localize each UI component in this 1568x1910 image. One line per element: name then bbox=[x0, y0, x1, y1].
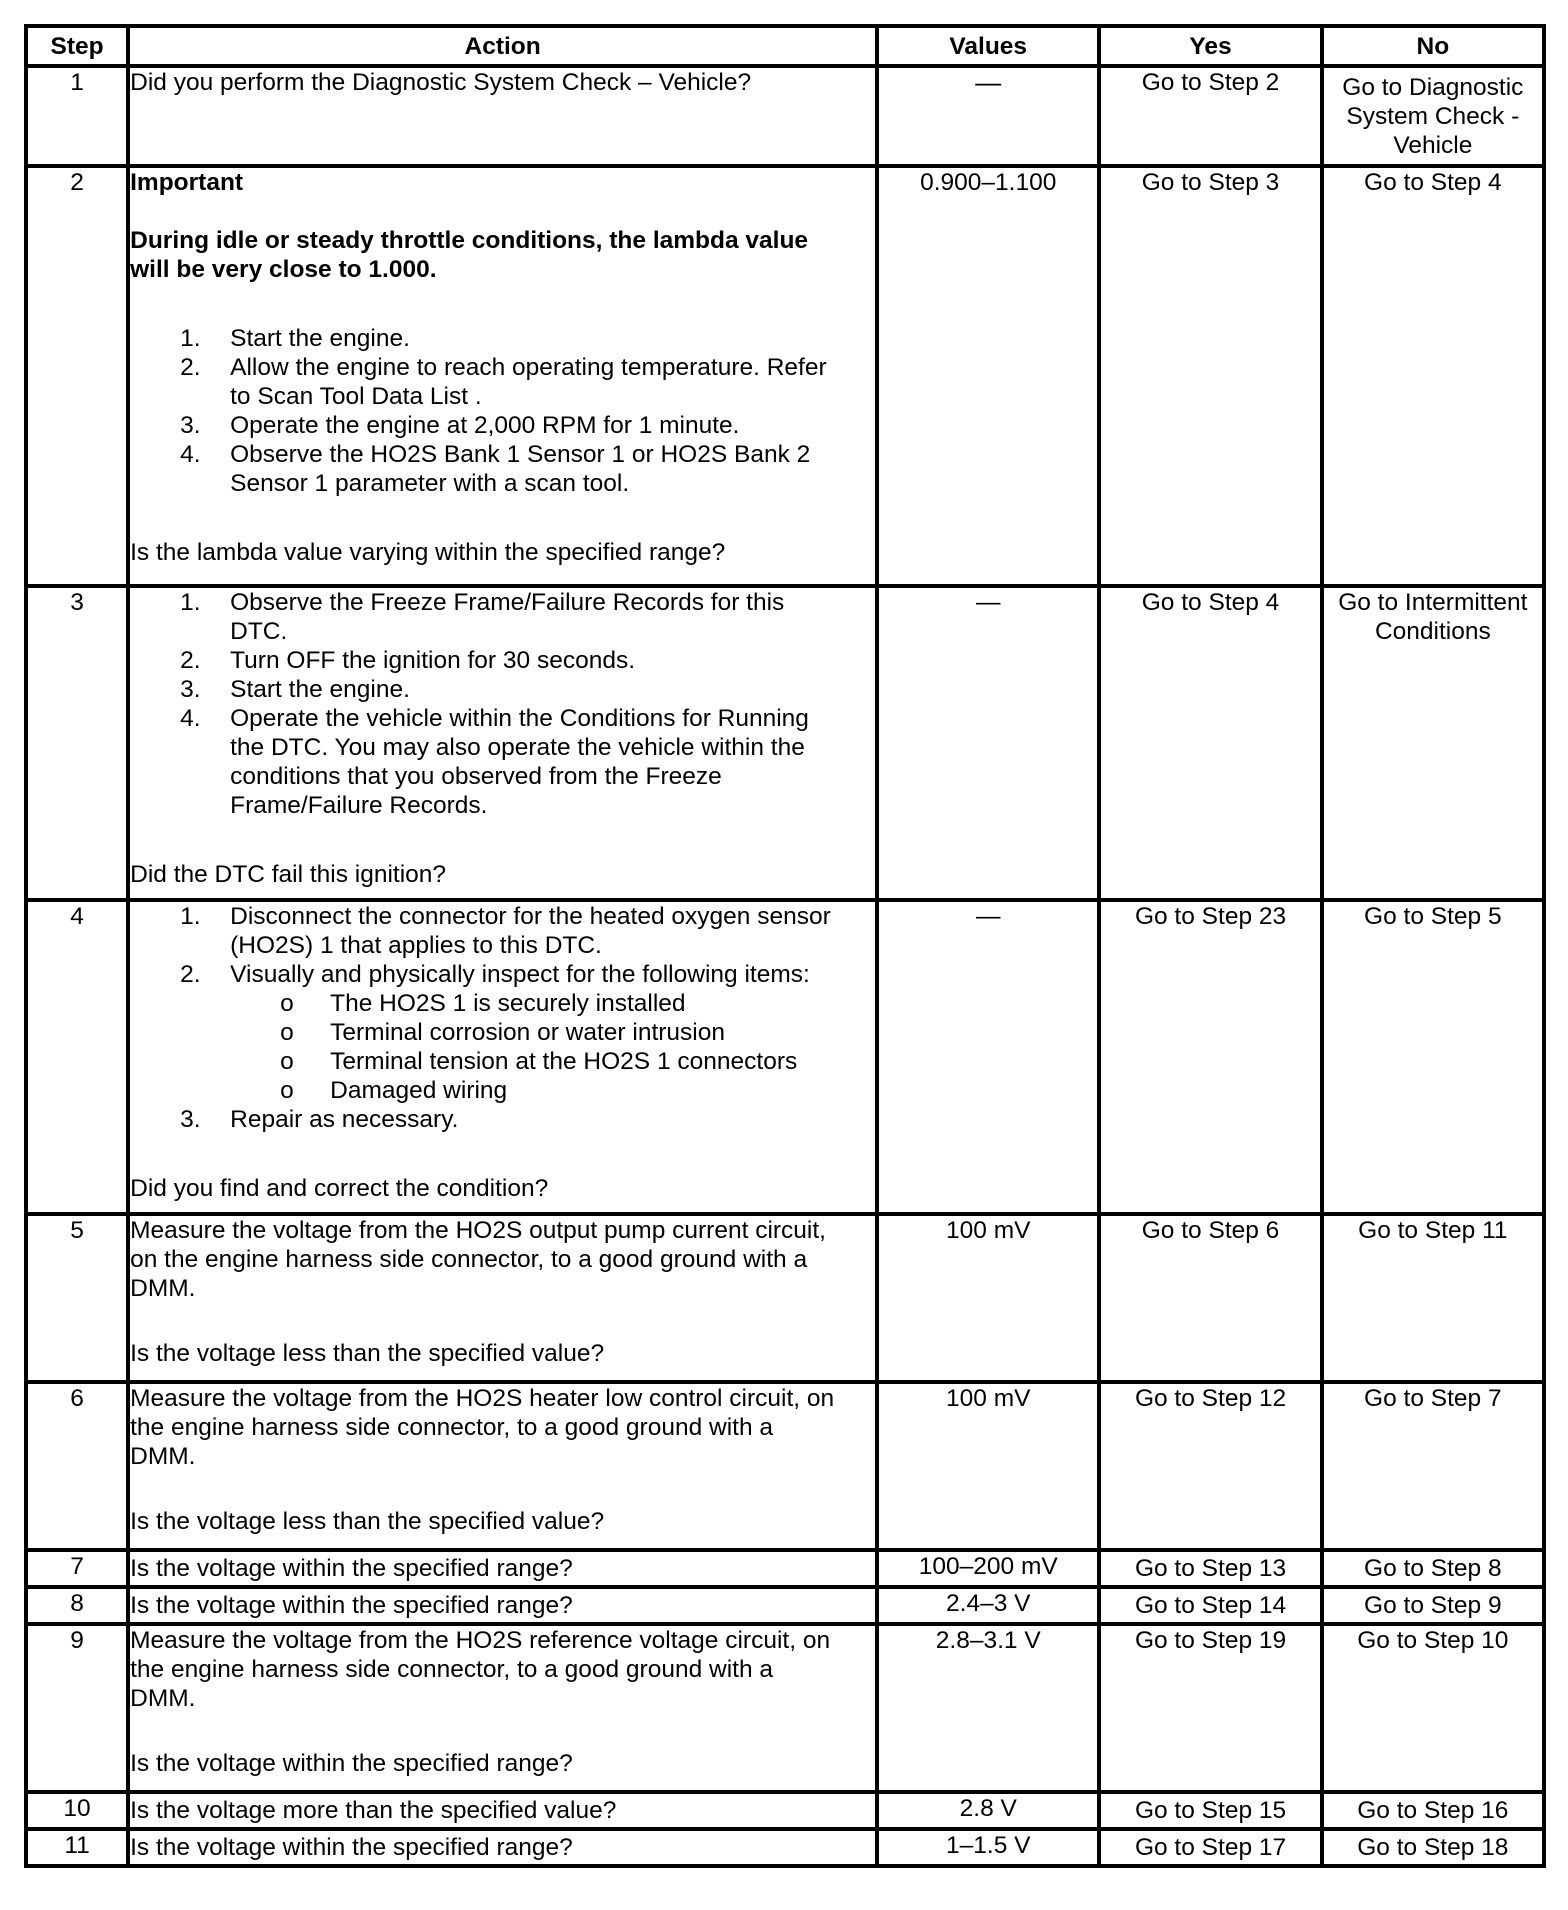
no-cell: Go to Step 16 bbox=[1322, 1792, 1544, 1829]
action-text: DMM. bbox=[130, 1685, 196, 1712]
list-item: 3. Repair as necessary. bbox=[180, 1106, 459, 1133]
no-cell: Go to Step 4 bbox=[1322, 166, 1544, 586]
no-cell bbox=[1322, 586, 1544, 900]
table-row bbox=[26, 66, 1544, 166]
list-item: 2. Turn OFF the ignition for 30 seconds. bbox=[180, 647, 636, 674]
yes-cell: Go to Step 4 bbox=[1099, 586, 1321, 900]
values-cell bbox=[877, 586, 1099, 900]
action-question: Did you perform the Diagnostic System Check – Vehicle? bbox=[130, 69, 752, 96]
table-row bbox=[26, 1829, 1544, 1866]
values-cell bbox=[877, 1792, 1099, 1829]
value-text: 2.8–3.1 V bbox=[935, 1627, 1041, 1654]
yes-cell: Go to Step 23 bbox=[1099, 900, 1321, 1214]
list-item: o Terminal corrosion or water intrusion bbox=[280, 1019, 725, 1046]
step-number: 5 bbox=[26, 1214, 128, 1382]
values-cell bbox=[877, 1382, 1099, 1550]
step-number: 9 bbox=[26, 1624, 128, 1792]
yes-cell: Go to Step 17 bbox=[1099, 1829, 1321, 1866]
header-yes: Yes bbox=[1099, 26, 1321, 66]
value-text: 100–200 mV bbox=[918, 1553, 1058, 1580]
value-text: 2.8 V bbox=[959, 1795, 1017, 1822]
no-cell: Go to Step 11 bbox=[1322, 1214, 1544, 1382]
action-cell bbox=[128, 586, 877, 900]
list-item: 3. Operate the engine at 2,000 RPM for 1 minute. bbox=[180, 412, 740, 439]
list-item: 4. Operate the vehicle within the Conditions for Running the DTC. You may also operate the vehicle within the conditions that you observed from the Freeze Frame/Failure Records. bbox=[180, 705, 809, 819]
step-number: 4 bbox=[26, 900, 128, 1214]
header-action: Action bbox=[128, 26, 877, 66]
no-cell: Go to Step 7 bbox=[1322, 1382, 1544, 1550]
action-text: on the engine harness side connector, to a good ground with a bbox=[130, 1246, 808, 1273]
action-question: Is the voltage within the specified range? bbox=[128, 1829, 877, 1866]
yes-cell: Go to Step 14 bbox=[1099, 1587, 1321, 1624]
no-line: Conditions bbox=[1374, 618, 1491, 645]
value-text: 100 mV bbox=[946, 1217, 1031, 1244]
yes-cell: Go to Step 15 bbox=[1099, 1792, 1321, 1829]
action-text: Measure the voltage from the HO2S reference voltage circuit, on bbox=[130, 1627, 831, 1654]
table-row bbox=[26, 1382, 1544, 1550]
diagnostic-table bbox=[24, 24, 1546, 1868]
step-number: 1 bbox=[26, 66, 128, 166]
table-row bbox=[26, 1624, 1544, 1792]
no-cell: Go to Step 18 bbox=[1322, 1829, 1544, 1866]
value-text: 1–1.5 V bbox=[946, 1832, 1031, 1859]
yes-cell: Go to Step 6 bbox=[1099, 1214, 1321, 1382]
values-cell bbox=[877, 1550, 1099, 1587]
value-text: 2.4–3 V bbox=[946, 1590, 1031, 1617]
no-cell: Go to Step 8 bbox=[1322, 1550, 1544, 1587]
header-step: Step bbox=[26, 26, 128, 66]
important-text: During idle or steady throttle conditions, the lambda value bbox=[130, 227, 809, 254]
list-item: 3. Start the engine. bbox=[180, 676, 410, 703]
table-row bbox=[26, 1792, 1544, 1829]
action-question: Is the voltage within the specified range? bbox=[128, 1550, 877, 1587]
action-question: Is the voltage more than the specified value? bbox=[128, 1792, 877, 1829]
yes-cell: Go to Step 12 bbox=[1099, 1382, 1321, 1550]
values-cell bbox=[877, 66, 1099, 166]
step-number: 7 bbox=[26, 1550, 128, 1587]
value-text: — bbox=[976, 903, 1001, 930]
action-question: Is the voltage within the specified range? bbox=[130, 1750, 573, 1777]
values-cell bbox=[877, 900, 1099, 1214]
no-line: System Check - bbox=[1346, 102, 1520, 130]
table-row bbox=[26, 166, 1544, 586]
value-text: 100 mV bbox=[946, 1385, 1031, 1412]
no-cell: Go to Step 9 bbox=[1322, 1587, 1544, 1624]
yes-cell: Go to Step 2 bbox=[1099, 66, 1321, 166]
table-row bbox=[26, 900, 1544, 1214]
table-row bbox=[26, 586, 1544, 900]
value-text: — bbox=[976, 589, 1001, 616]
diagnostic-table-container bbox=[24, 24, 1546, 1868]
step-number: 10 bbox=[26, 1792, 128, 1829]
no-cell bbox=[1322, 66, 1544, 166]
action-text: DMM. bbox=[130, 1443, 196, 1470]
action-text: Measure the voltage from the HO2S output pump current circuit, bbox=[130, 1217, 826, 1244]
header-no: No bbox=[1322, 26, 1544, 66]
values-cell bbox=[877, 1829, 1099, 1866]
values-cell bbox=[877, 1624, 1099, 1792]
list-item: o The HO2S 1 is securely installed bbox=[280, 990, 686, 1017]
action-text: the engine harness side connector, to a good ground with a bbox=[130, 1414, 774, 1441]
yes-cell: Go to Step 13 bbox=[1099, 1550, 1321, 1587]
procedure-list bbox=[130, 588, 875, 820]
action-cell bbox=[128, 66, 877, 166]
no-cell: Go to Step 5 bbox=[1322, 900, 1544, 1214]
table-row bbox=[26, 1550, 1544, 1587]
action-text: the engine harness side connector, to a good ground with a bbox=[130, 1656, 774, 1683]
important-text: will be very close to 1.000. bbox=[130, 256, 437, 283]
list-item: o Damaged wiring bbox=[280, 1077, 508, 1104]
step-number: 11 bbox=[26, 1829, 128, 1866]
values-cell bbox=[877, 1214, 1099, 1382]
important-label: Important bbox=[130, 169, 244, 196]
action-cell bbox=[128, 1624, 877, 1792]
table-row bbox=[26, 1214, 1544, 1382]
step-number: 2 bbox=[26, 166, 128, 586]
list-item: 1. Observe the Freeze Frame/Failure Records for this DTC. bbox=[180, 589, 785, 645]
no-line: Vehicle bbox=[1393, 131, 1473, 159]
action-cell bbox=[128, 166, 877, 586]
values-cell bbox=[877, 166, 1099, 586]
value-text: — bbox=[975, 67, 1002, 97]
step-number: 3 bbox=[26, 586, 128, 900]
action-question: Did you find and correct the condition? bbox=[130, 1175, 549, 1202]
step-number: 8 bbox=[26, 1587, 128, 1624]
yes-cell: Go to Step 3 bbox=[1099, 166, 1321, 586]
inspection-list bbox=[230, 989, 875, 1105]
list-item: 1. Disconnect the connector for the heated oxygen sensor (HO2S) 1 that applies to this DTC. bbox=[180, 903, 831, 959]
no-line: Go to Intermittent bbox=[1338, 589, 1528, 616]
action-question: Is the voltage less than the specified value? bbox=[130, 1340, 605, 1367]
list-item: 2. Visually and physically inspect for the following items: o The HO2S 1 is securely installed o Terminal corrosion or water intrusion o Terminal tension at the HO2S 1 connectors o Damaged wiring bbox=[130, 960, 875, 1105]
action-cell bbox=[128, 1214, 877, 1382]
action-question: Did the DTC fail this ignition? bbox=[130, 861, 447, 888]
action-text: Measure the voltage from the HO2S heater low control circuit, on bbox=[130, 1385, 835, 1412]
list-item: o Terminal tension at the HO2S 1 connectors bbox=[280, 1048, 798, 1075]
action-cell bbox=[128, 900, 877, 1214]
values-cell bbox=[877, 1587, 1099, 1624]
list-item: 1. Start the engine. bbox=[180, 325, 410, 352]
value-text: 0.900–1.100 bbox=[920, 169, 1057, 196]
action-text: DMM. bbox=[130, 1275, 196, 1302]
action-cell bbox=[128, 1382, 877, 1550]
list-item: 4. Observe the HO2S Bank 1 Sensor 1 or HO2S Bank 2 Sensor 1 parameter with a scan tool. bbox=[180, 441, 811, 497]
action-question: Is the voltage less than the specified value? bbox=[130, 1508, 605, 1535]
header-values: Values bbox=[877, 26, 1099, 66]
header-row bbox=[26, 26, 1544, 66]
yes-cell: Go to Step 19 bbox=[1099, 1624, 1321, 1792]
step-number: 6 bbox=[26, 1382, 128, 1550]
table-row bbox=[26, 1587, 1544, 1624]
action-question: Is the lambda value varying within the specified range? bbox=[130, 539, 726, 566]
procedure-list bbox=[130, 324, 875, 498]
no-cell: Go to Step 10 bbox=[1322, 1624, 1544, 1792]
no-line: Go to Diagnostic bbox=[1342, 73, 1524, 101]
list-item: 2. Allow the engine to reach operating temperature. Refer to Scan Tool Data List . bbox=[180, 354, 827, 410]
action-question: Is the voltage within the specified range? bbox=[128, 1587, 877, 1624]
procedure-list bbox=[130, 902, 875, 1134]
